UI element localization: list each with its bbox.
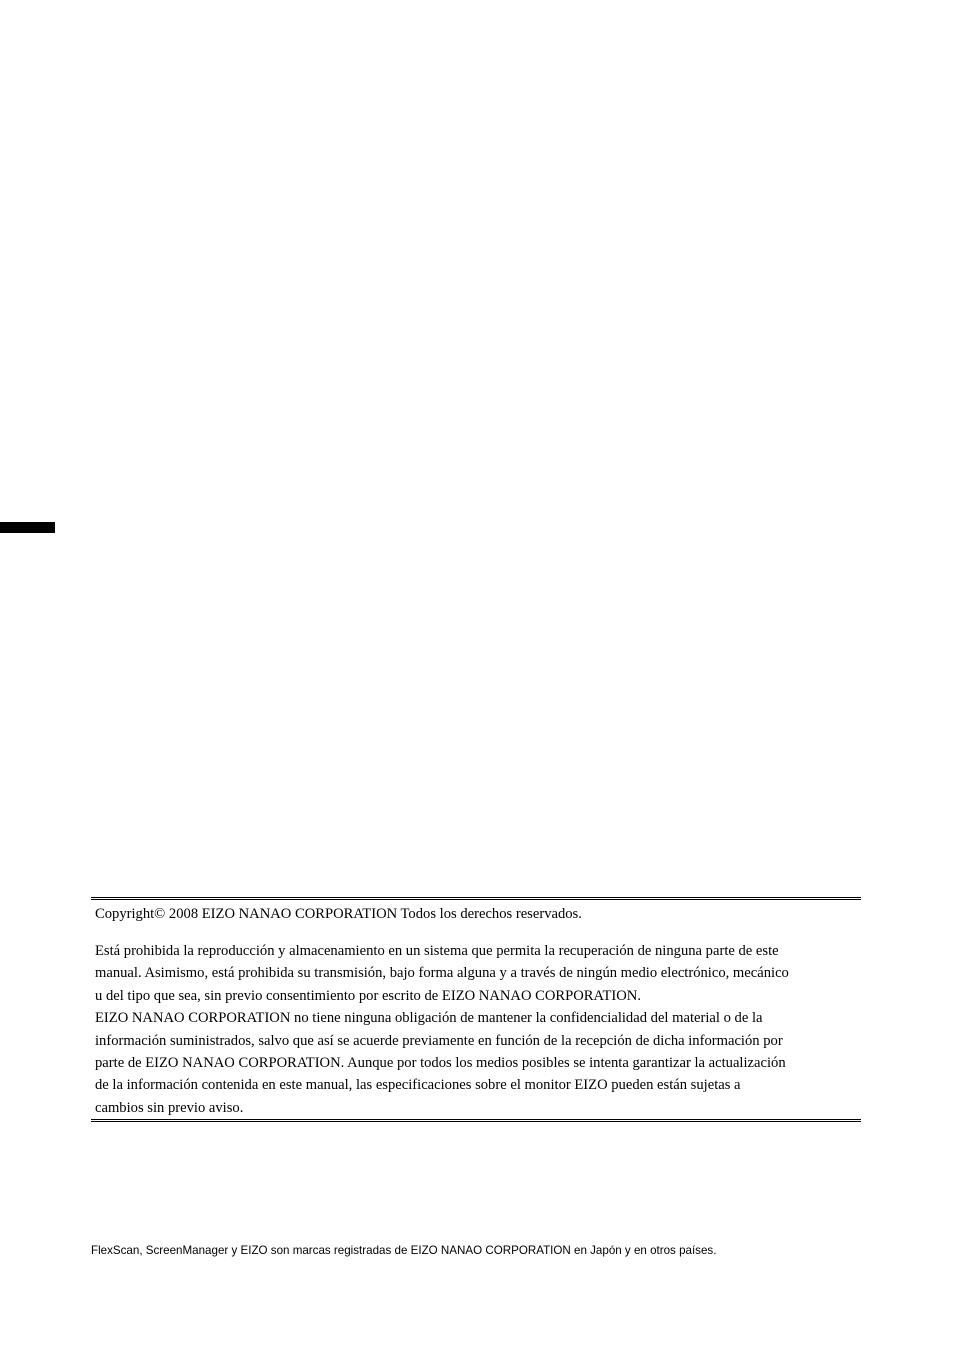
legal-line: cambios sin previo aviso. [95, 1099, 244, 1116]
legal-notice [95, 940, 861, 1119]
copyright-line: Copyright© 2008 EIZO NANAO CORPORATION Todos los derechos reservados. [95, 906, 582, 922]
legal-line: información suministrados, salvo que así se acuerde previamente en función de la recepción de dicha información por [95, 1032, 783, 1049]
trademark-notice: FlexScan, ScreenManager y EIZO son marcas registradas de EIZO NANAO CORPORATION en Japón y en otros países. [91, 1244, 717, 1257]
legal-line: parte de EIZO NANAO CORPORATION. Aunque por todos los medios posibles se intenta garantizar la actualización [95, 1055, 786, 1072]
legal-line: manual. Asimismo, está prohibida su transmisión, bajo forma alguna y a través de ningún medio electrónico, mecánico [95, 965, 789, 982]
page-edge-tab [0, 522, 55, 533]
legal-line: u del tipo que sea, sin previo consentimiento por escrito de EIZO NANAO CORPORATION. [95, 987, 641, 1004]
legal-line: Está prohibida la reproducción y almacenamiento en un sistema que permita la recuperación de ninguna parte de este [95, 943, 779, 959]
legal-line: de la información contenida en este manual, las especificaciones sobre el monitor EIZO pueden están sujetas a [95, 1077, 741, 1094]
copyright-notice-box [91, 897, 861, 1122]
legal-line: EIZO NANAO CORPORATION no tiene ninguna obligación de mantener la confidencialidad del material o de la [95, 1010, 763, 1027]
